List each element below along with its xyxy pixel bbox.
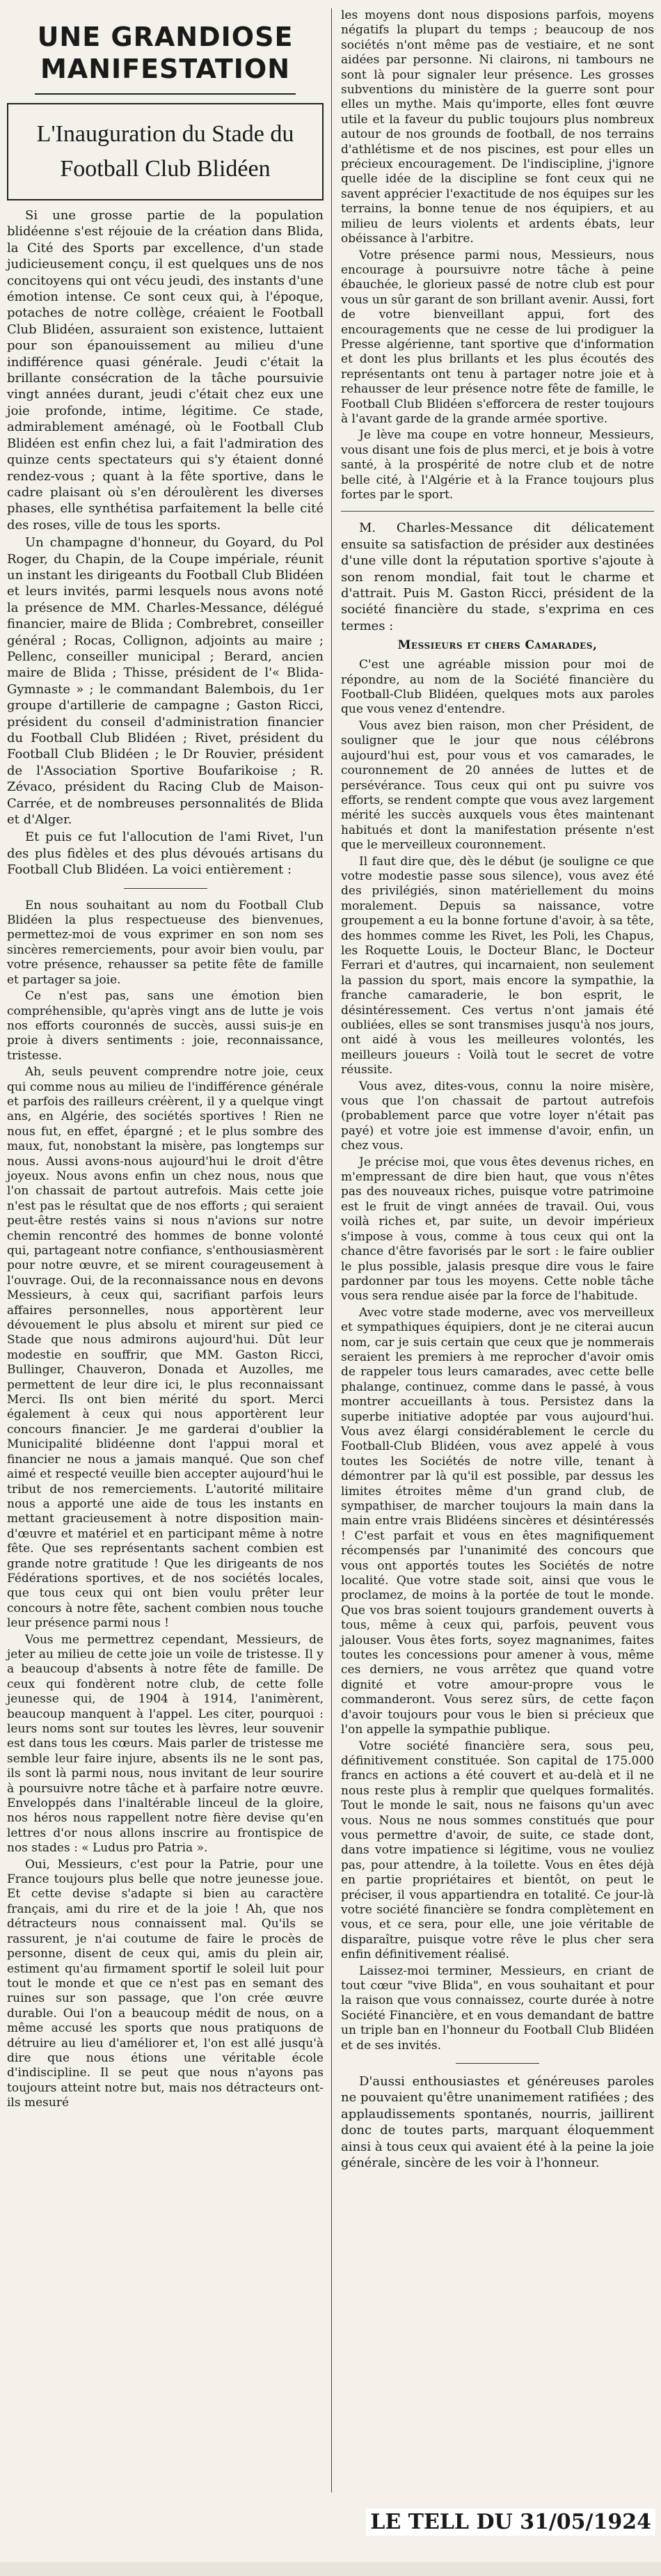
- paragraph: Ce n'est pas, sans une émotion bien compréhensible, qu'après vingt ans de lutte je vois nos efforts couronnés de succès, aussi suis-je en proie à divers sentiments : joie, reconnaissance, tristesse.: [7, 989, 324, 1063]
- source-caption: LE TELL DU 31/05/1924: [366, 2508, 655, 2536]
- paragraph: Je précise moi, que vous êtes devenus riches, en m'empressant de dire bien haut, que vous n'êtes pas des nouveaux riches, puisque votre patrimoine est le fruit de vingt années de travail. Oui, vous voilà riches et, par suite, un devoir impérieux s'impose à vous, comme à tous ceux qui ont la chance d'être favorisés par le sort : le faire oublier le plus possible, jalasis presque dire vous le faire pardonner par tous les moyens. Cette noble tâche vous sera rendue aisée par la force de l'habitude.: [341, 1155, 654, 1304]
- separator: [456, 2063, 539, 2064]
- section-rule: [341, 511, 654, 512]
- closing-paragraph: D'aussi enthousiastes et généreuses paroles ne pouvaient qu'être unanimement ratifiées ; des applaudissements spontanés, nourris, jaillirent donc de toutes parts, marquant éloquemment ainsi à tous ceux qui avaient été à la peine la joie générale, sincère de les voir à l'honneur.: [341, 2074, 654, 2171]
- rivet-speech-continued: [341, 8, 654, 503]
- page-bottom-edge: [0, 2562, 661, 2576]
- paragraph: Il faut dire que, dès le début (je souligne ce que votre modestie passe sous silence), vous avez été des privilégiés, sinon matériellement du moins moralement. Depuis sa naissance, votre groupement a eu la bonne fortune d'avoir, à sa tête, des hommes comme les Rivet, les Poli, les Chapus, les Roquette Louis, le Docteur Blanc, le Docteur Ferrari et d'autres, qui incarnaient, non seulement la passion du sport, mais encore la sympathie, la franche camaraderie, le bon esprit, le désintéressement. Ces vertus n'ont jamais été oubliées, elles se sont transmises jusqu'à nos jours, ont aidé à vous les meilleures volontés, les meilleurs joueurs : Voilà tout le secret de votre réussite.: [341, 854, 654, 1077]
- paragraph: Un champagne d'honneur, du Goyard, du Pol Roger, du Chapin, de la Coupe impériale, réunit un instant les dirigeants du Football Club Blidéen et leurs invités, parmi lesquels nous avons noté la présence de MM. Charles-Messance, délégué financier, maire de Blida ; Combrebret, conseiller général ; Rocas, Collignon, adjoints au maire ; Pellenc, conseiller municipal ; Berard, ancien maire de Blida ; Thisse, président de l'« Blida-Gymnaste » ; le commandant Balembois, du 1er groupe d'artillerie de campagne ; Gaston Ricci, président du conseil d'administration financier du Football Club Blidéen ; Rivet, président du Football Club Blidéen ; le Dr Rouvier, président de l'Association Sportive Boufarikoise ; R. Zévaco, président du Racing Club de Maison-Carrée, et de nombreuses personnalités de Blida et d'Alger.: [7, 535, 324, 828]
- paragraph: Votre présence parmi nous, Messieurs, nous encourage à poursuivre notre tâche à peine ébauchée, le glorieux passé de notre club est pour vous un sûr garant de son brillant avenir. Aussi, fort de votre bienveillant appui, fort des encouragements que ne cesse de lui prodiguer la Presse algérienne, tant sportive que d'information et dont les plus brillants et les plus écoutés des représentants ont tenu à partager notre joie et à rehausser de leur présence notre fête de famille, le Football Club Blidéen s'efforcera de rester toujours à l'avant garde de la grande armée sportive.: [341, 248, 654, 426]
- transition-paragraph: M. Charles-Messance dit délicatement ensuite sa satisfaction de présider aux destinées d'une ville dont la réputation sportive s'ajoute à son renom mondial, fait tout le charme et d'attrait. Puis M. Gaston Ricci, président de la société financière du stade, s'exprima en ces termes :: [341, 521, 654, 633]
- paragraph: Si une grosse partie de la population blidéenne s'est réjouie de la création dans Blida, la Cité des Sports par excellence, d'un stade judicieusement conçu, il est quelques uns de nos concitoyens qui ont vécu jeudi, des instants d'une émotion intense. Ce sont ceux qui, à l'époque, potaches de notre collège, créaient le Football Club Blidéen, assuraient son existence, luttaient pour son épanouissement au milieu d'une indifférence quasi générale. Jeudi c'était la brillante consécration de la tâche poursuivie vingt années durant, jeudi c'était chez eux une joie profonde, intime, légitime. Ce stade, admirablement aménagé, où le Football Club Blidéen est enfin chez lui, a fait l'admiration des quinze cents spectateurs qui s'y étaient donné rendez-vous ; quant à la fête sportive, dans le cadre plaisant où s'en déroulèrent les diverses phases, elle synthétisa parfaitement la belle cité des roses, ville de tous les sports.: [7, 208, 324, 532]
- paragraph: Vous me permettrez cependant, Messieurs, de jeter au milieu de cette joie un voile de tristesse. Il y a beaucoup d'absents à notre fête de famille. De ceux qui fondèrent notre club, de cette folle jeunesse qui, de 1904 à 1914, l'animèrent, beaucoup manquent à l'appel. Les citer, pourquoi : leurs noms sont sur toutes les lèvres, leur souvenir est dans tous les cœurs. Mais parler de tristesse me semble leur faire injure, absents ils ne le sont pas, ils sont là parmi nous, nous invitant de leur sourire à poursuivre notre tâche et à parfaire notre œuvre. Enveloppés dans l'inaltérable linceul de la gloire, nos héros nous rappellent notre fière devise qu'en lettres d'or nous allons inscrire au frontispice de nos stades : « Ludus pro Patria ».: [7, 1632, 324, 1856]
- headline-rule: [35, 93, 296, 95]
- paragraph: Et puis ce fut l'allocution de l'ami Rivet, l'un des plus fidèles et des plus dévoués artisans du Football Club Blidéen. La voici entièrement :: [7, 830, 324, 878]
- paragraph: C'est une agréable mission pour moi de répondre, au nom de la Société financière du Football-Club Blidéen, quelques mots aux paroles que vous venez d'entendre.: [341, 658, 654, 717]
- rivet-speech: [7, 899, 324, 2111]
- paragraph: Laissez-moi terminer, Messieurs, en criant de tout cœur "vive Blida", en vous souhaitant et pour la raison que vous connaissez, courte durée à notre Société Financière, et en vous demandant de battre un triple ban en l'honneur du Football Club Blidéen et de ses invités.: [341, 1963, 654, 2053]
- paragraph: Je lève ma coupe en votre honneur, Messieurs, vous disant une fois de plus merci, et je bois à votre santé, à la prospérité de notre club et de notre belle cité, à l'Algérie et à la France toujours plus fortes par le sport.: [341, 428, 654, 502]
- salutation: Messieurs et chers Camarades,: [397, 638, 598, 653]
- headline: UNE GRANDIOSE MANIFESTATION: [37, 22, 294, 84]
- paragraph: Votre société financière sera, sous peu, définitivement constituée. Son capital de 175.000 francs en actions a été couvert et au-delà et il ne nous reste plus à remplir que quelques formalités. Tout le monde le sait, nous ne faisons qu'un avec vous. Nous ne nous sommes constitués que pour vous permettre d'avoir, de suite, ce stade dont, dans votre impatience si légitime, vous ne vouliez pas, pour attendre, à la toilette. Vous en êtes déjà en partie propriétaires et bientôt, on peut le préciser, il vous appartiendra en totalité. Ce jour-là votre société financière se fondra complètement en vous, et ce sera, pour elle, une joie véritable de disparaître, puisque votre rêve le plus cher sera enfin définitivement réalisé.: [341, 1739, 654, 1962]
- paragraph: Vous avez, dites-vous, connu la noire misère, vous que l'on chassait de partout autrefois (probablement parce que votre loyer n'était pas payé) et votre joie est immense d'avoir, enfin, un chez vous.: [341, 1079, 654, 1153]
- left-column: [7, 8, 324, 2548]
- column-divider: [331, 8, 332, 2492]
- ricci-speech: [341, 658, 654, 2053]
- paragraph: En nous souhaitant au nom du Football Club Blidéen la plus respectueuse des bienvenues, permettez-moi de vous exprimer en son nom ses sincères remerciements, pour avoir bien voulu, par votre présence, rehausser sa petite fête de famille et partager sa joie.: [7, 898, 324, 987]
- paragraph: Avec votre stade moderne, avec vos merveilleux et sympathiques équipiers, dont je ne citerai aucun nom, car je suis certain que ceux que je nommerais seraient les premiers à me reprocher d'avoir omis de rappeler tous leurs camarades, avec cette belle phalange, continuez, comme dans le passé, à vous montrer accueillants à tous. Persistez dans la superbe initiative adoptée par vous aujourd'hui. Vous avez élargi considérablement le cercle du Football-Club Blidéen, vous avez appelé à vous toutes les Sociétés de notre ville, tenant à démontrer par là qu'il est possible, par dessus les limites étroites même d'un grand club, de sympathiser, de marcher toujours la main dans la main entre vrais Blidéens sincères et désintéressés ! C'est parfait et vous en êtes magnifiquement récompensés par l'unanimité des concours que vous ont apportés toutes les Sociétés de notre localité. Que votre stade soit, ainsi que vous le proclamez, de moins à la portée de tout le monde. Que vos bras soient toujours grandement ouverts à tous, même à ceux qui, parfois, peuvent vous jalouser. Vous êtes forts, soyez magnanimes, faites toutes les concessions pour amener à vous, même ces derniers, ne vous arrêtez que quand votre dignité et votre amour-propre vous le commanderont. Vous serez sûrs, de cette façon d'avoir toujours pour vous le bien si précieux que l'on appelle la sympathie publique.: [341, 1305, 654, 1737]
- subhead: L'Inauguration du Stade du Football Club Blidéen: [7, 103, 324, 200]
- paragraph: Oui, Messieurs, c'est pour la Patrie, pour une France toujours plus belle que notre jeunesse joue. Et cette devise s'adapte si bien au caractère français, ami du rire et de la joie ! Ah, que nos détracteurs nous connaissent mal. Qu'ils se rassurent, je n'ai coutume de faire le procès de personne, disent de ceux qui, amis du plein air, estiment qu'au firmament sportif le soleil luit pour tout le monde et que ce n'est pas en semant des ruines sur son passage, que l'on crée œuvre durable. Oui l'on a beaucoup médit de nous, on a même accusé les sports que nous pratiquons de détruire au lieu d'améliorer et, l'on est allé jusqu'à dire que nous étions une véritable école d'indiscipline. Il se peut que nous n'ayons pas toujours atteint notre but, mais nos détracteurs ont-ils mesuré: [7, 1857, 324, 2110]
- intro-text: [7, 207, 324, 878]
- right-column: [341, 8, 654, 2548]
- paragraph: Ah, seuls peuvent comprendre notre joie, ceux qui comme nous au milieu de l'indifférence générale et parfois des railleurs créèrent, il y a quelque vingt ans, en Algérie, des sociétés sportives ! Rien ne nous fut, en effet, épargné ; et le plus sombre des maux, fut, nonobstant la misère, pas longtemps sur nous. Aussi avons-nous aujourd'hui le droit d'être joyeux. Nous avons enfin un chez nous, nous que l'on chassait de partout autrefois. Mais cette joie n'est pas le résultat que de nos efforts ; qui seraient peut-être restés vains si nous n'avions sur notre chemin rencontré des hommes de bonne volonté qui, partageant notre confiance, s'enthousiasmèrent pour notre œuvre, et se mirent courageusement à l'ouvrage. Oui, de la reconnaissance nous en devons Messieurs, à ceux qui, sacrifiant parfois leurs affaires personnelles, nous apportèrent leur dévouement le plus absolu et mirent sur pied ce Stade que nous admirons aujourd'hui. Dût leur modestie en souffrir, que MM. Gaston Ricci, Bullinger, Chauveron, Donada et Auzolles, me permettent de leur dire ici, le plus reconnaissant Merci. Ils ont bien mérité du sport. Merci également à ceux qui nous apportèrent leur concours financier. Je me garderai d'oublier la Municipalité blidéenne dont l'appui moral et financier ne nous a jamais manqué. Que son chef aimé et respecté veuille bien accepter aujourd'hui le tribut de nos remerciements. L'autorité militaire nous a apporté une aide de tous les instants en mettant gracieusement à notre disposition main-d'œuvre et matériel et en participant même à notre fête. Que ses représentants sachent combien est grande notre gratitude ! Que les dirigeants de nos Fédérations sportives, et de nos sociétés locales, que tous ceux qui ont bien voulu prêter leur concours à notre fête, sachent combien nous touche leur présence parmi nous !: [7, 1065, 324, 1631]
- paragraph: Vous avez bien raison, mon cher Président, de souligner que le jour que nous célébrons aujourd'hui est, pour vous et vos camarades, le couronnement de 20 années de luttes et de persévérance. Tous ceux qui ont pu suivre vos efforts, se rendent compte que vous avez largement mérité les succès auxquels vous êtes maintenant habitués et dont la manifestation présente n'est que le merveilleux couronnement.: [341, 718, 654, 853]
- separator: [124, 888, 207, 889]
- paragraph: les moyens dont nous disposions parfois, moyens négatifs la plupart du temps ; beaucoup de nos sociétés n'ont même pas de vestiaire, et ne sont aidées par personne. Ni clairons, ni tambours ne sont là pour signaler leur présence. Les grosses subventions du ministère de la guerre sont pour elles un mythe. Mais qu'importe, elles font œuvre utile et la faveur du public toujours plus nombreux autour de nos grounds de football, de nos terrains d'athlétisme et de nos piscines, est pour elles un précieux encouragement. De l'indiscipline, j'ignore quelle idée de la discipline se font ceux qui ne savent apprécier l'exactitude de nos équipes sur les terrains, la bonne tenue de nos équipiers, et au milieu de leurs violents et ardents ébats, leur obéissance à l'arbitre.: [341, 8, 654, 246]
